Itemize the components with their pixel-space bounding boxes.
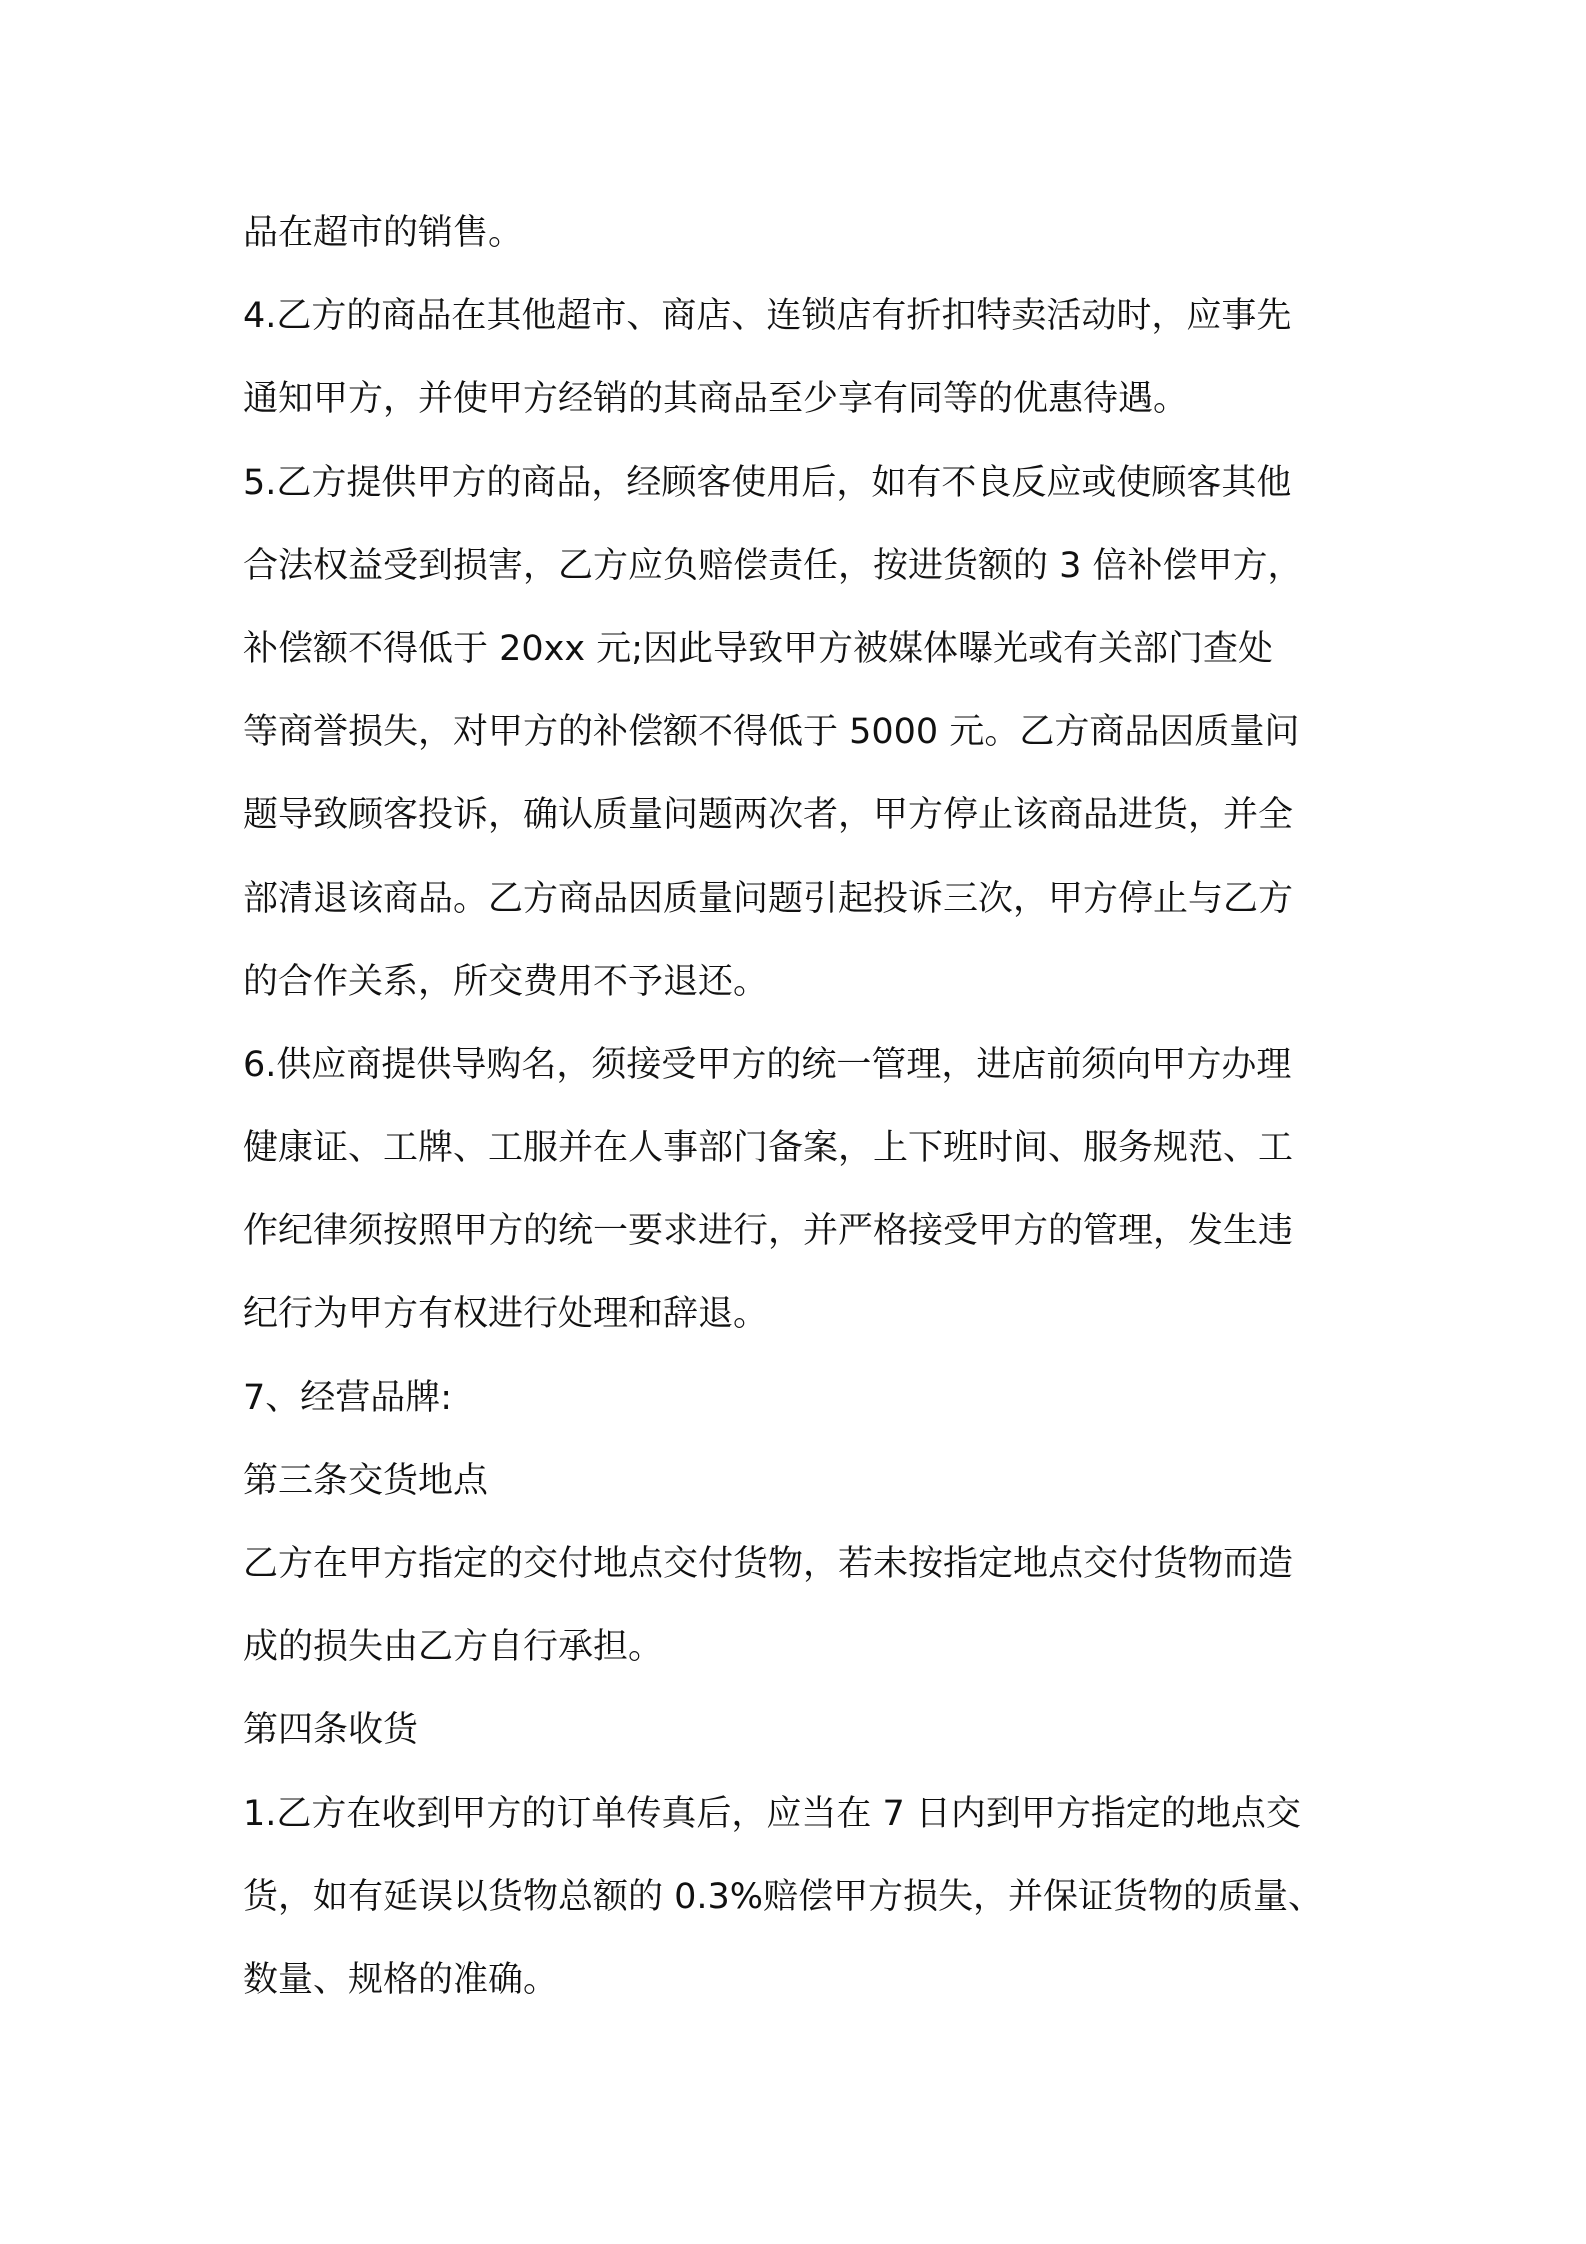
text-line: 作纪律须按照甲方的统一要求进行，并严格接受甲方的管理，发生违 bbox=[243, 1211, 1294, 1252]
section-heading: 第三条交货地点 bbox=[243, 1460, 489, 1501]
text-line: 乙方在甲方指定的交付地点交付货物，若未按指定地点交付货物而造 bbox=[243, 1544, 1294, 1584]
text-line: 的合作关系，所交费用不予退还。 bbox=[243, 961, 769, 1002]
text-line: 6.供应商提供导购名，须接受甲方的统一管理，进店前须向甲方办理 bbox=[243, 1044, 1292, 1085]
text-line: 健康证、工牌、工服并在人事部门备案，上下班时间、服务规范、工 bbox=[243, 1128, 1294, 1169]
text-line: 1.乙方在收到甲方的订单传真后，应当在 7 日内到甲方指定的地点交 bbox=[243, 1793, 1301, 1834]
text-line: 货，如有延误以货物总额的 0.3%赔偿甲方损失，并保证货物的质量、 bbox=[243, 1876, 1324, 1917]
text-line: 题导致顾客投诉，确认质量问题两次者，甲方停止该商品进货，并全 bbox=[243, 795, 1294, 836]
text-line: 成的损失由乙方自行承担。 bbox=[243, 1627, 664, 1668]
text-line: 纪行为甲方有权进行处理和辞退。 bbox=[243, 1294, 769, 1335]
text-line: 7、经营品牌: bbox=[243, 1377, 453, 1418]
text-line: 部清退该商品。乙方商品因质量问题引起投诉三次，甲方停止与乙方 bbox=[243, 878, 1294, 919]
document-body bbox=[243, 192, 1373, 2022]
text-line: 等商誉损失，对甲方的补偿额不得低于 5000 元。乙方商品因质量问 bbox=[243, 712, 1300, 753]
text-line: 4.乙方的商品在其他超市、商店、连锁店有折扣特卖活动时，应事先 bbox=[243, 296, 1292, 337]
text-line: 补偿额不得低于 20xx 元;因此导致甲方被媒体曝光或有关部门查处 bbox=[243, 628, 1274, 669]
section-heading: 第四条收货 bbox=[243, 1710, 419, 1751]
text-line: 品在超市的销售。 bbox=[243, 213, 524, 253]
text-line: 通知甲方，并使甲方经销的其商品至少享有同等的优惠待遇。 bbox=[243, 379, 1189, 420]
text-line: 合法权益受到损害，乙方应负赔偿责任，按进货额的 3 倍补偿甲方， bbox=[243, 545, 1303, 586]
text-line: 数量、规格的准确。 bbox=[243, 1959, 559, 2000]
text-line: 5.乙方提供甲方的商品，经顾客使用后，如有不良反应或使顾客其他 bbox=[243, 462, 1292, 503]
